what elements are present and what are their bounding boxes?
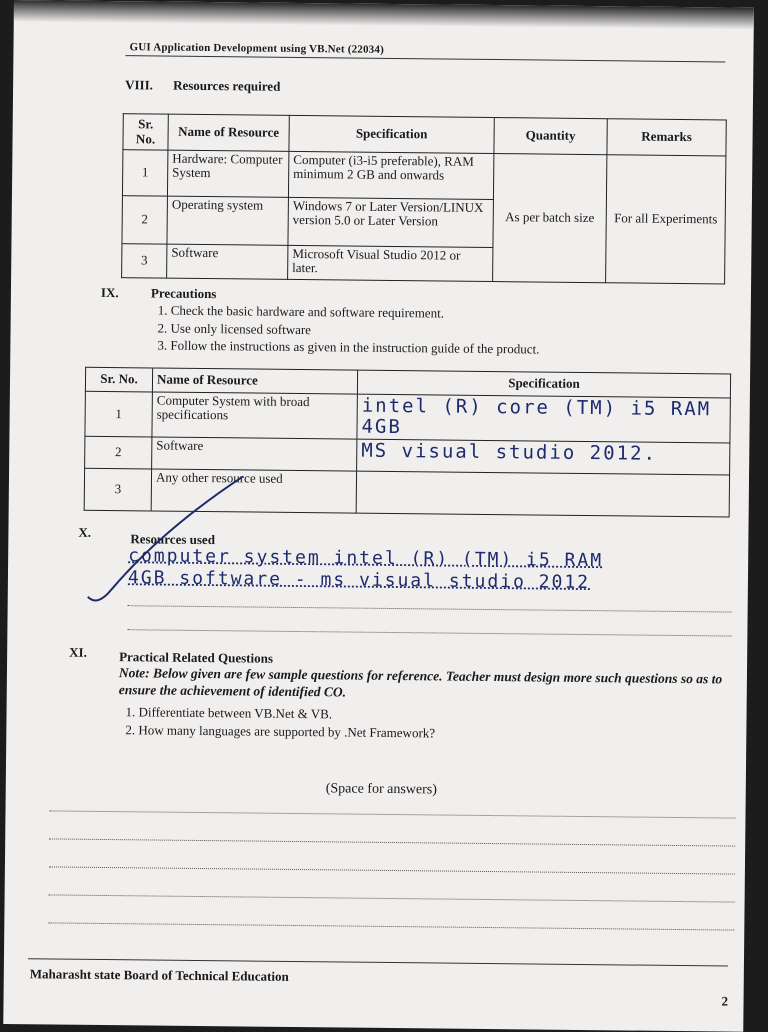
row-spec: [356, 471, 729, 517]
row-name: Operating system: [167, 196, 288, 245]
table-row: [85, 391, 730, 443]
questions-list: [118, 703, 435, 743]
col-sr-no: Sr. No.: [85, 367, 152, 392]
section-11-title: Practical Related Questions: [119, 649, 274, 666]
resources-required-table: [121, 113, 727, 284]
section-9-title: Precautions: [150, 285, 217, 302]
row-name: Software: [152, 437, 357, 471]
col-name: Name of Resource: [168, 114, 289, 151]
row-sr: 2: [122, 196, 168, 244]
check-mark-icon: [82, 469, 263, 611]
row-sr: 1: [122, 150, 167, 196]
section-8-title: Resources required: [173, 77, 281, 94]
dotted-line: [49, 866, 735, 874]
note-text: Note: Below given are few sample questions for reference. Teacher must design more such questions so as to ensure the achievement of identified CO.: [118, 665, 723, 700]
list-item: 1. Check the basic hardware and software requirement.: [171, 302, 540, 323]
handwritten-spec: MS visual studio 2012.: [357, 439, 730, 475]
col-spec: Specification: [357, 370, 730, 398]
footer-board: Maharasht state Board of Technical Education: [29, 966, 289, 984]
row-name: Any other resource used: [151, 469, 356, 513]
page-shadow: [14, 0, 754, 30]
row-sr: 3: [122, 244, 167, 278]
row-spec: Microsoft Visual Studio 2012 or later.: [288, 245, 493, 281]
row-spec: Windows 7 or Later Version/LINUX version 5.0 or Later Version: [288, 197, 493, 247]
dotted-line: [49, 838, 735, 846]
row-sr: 1: [85, 391, 152, 436]
section-10-number: X.: [78, 524, 92, 540]
footer-rule: [28, 958, 728, 966]
handwritten-line: computer system intel (R) (TM) i5 RAM: [128, 545, 604, 572]
handwritten-spec: intel (R) core (TM) i5 RAM 4GB: [357, 394, 730, 443]
row-sr: 2: [85, 436, 152, 469]
page-number: 2: [721, 993, 729, 1009]
list-item: 2. How many languages are supported by .Net Framework?: [138, 722, 435, 743]
precautions-list: [150, 301, 540, 358]
handwritten-line: 4GB software - ms visual studio 2012: [127, 567, 591, 594]
dotted-line: [49, 894, 735, 902]
col-spec: Specification: [289, 115, 494, 153]
document-page: [3, 0, 754, 1032]
list-item: 2. Use only licensed software: [170, 319, 539, 340]
list-item: 1. Differentiate between VB.Net & VB.: [138, 703, 435, 724]
table-row: [122, 150, 725, 202]
col-sr-no: Sr. No.: [123, 114, 168, 150]
dotted-line: [50, 810, 736, 818]
row-spec: Computer (i3-i5 preferable), RAM minimum 2 GB and onwards: [288, 151, 493, 199]
col-quantity: Quantity: [494, 118, 607, 155]
header-rule: [125, 55, 725, 62]
list-item: 3. Follow the instructions as given in the instruction guide of the product.: [170, 337, 539, 358]
answer-space-label: (Space for answers): [325, 781, 438, 798]
row-name: Hardware: Computer System: [167, 150, 288, 197]
quantity-cell: As per batch size: [493, 154, 607, 283]
section-9-number: IX.: [100, 284, 119, 301]
section-11-number: XI.: [69, 644, 87, 660]
row-sr: 3: [84, 468, 151, 511]
col-remarks: Remarks: [607, 119, 726, 156]
dotted-line: [127, 629, 731, 636]
remarks-cell: For all Experiments: [606, 155, 726, 284]
section-10-title: Resources used: [130, 531, 216, 548]
row-name: Software: [167, 244, 288, 279]
running-header: GUI Application Development using VB.Net (22034): [129, 41, 385, 56]
dotted-line: [48, 922, 734, 930]
row-name: Computer System with broad specifications: [152, 392, 357, 439]
section-8-number: VIII.: [125, 77, 154, 93]
col-name: Name of Resource: [152, 368, 357, 394]
